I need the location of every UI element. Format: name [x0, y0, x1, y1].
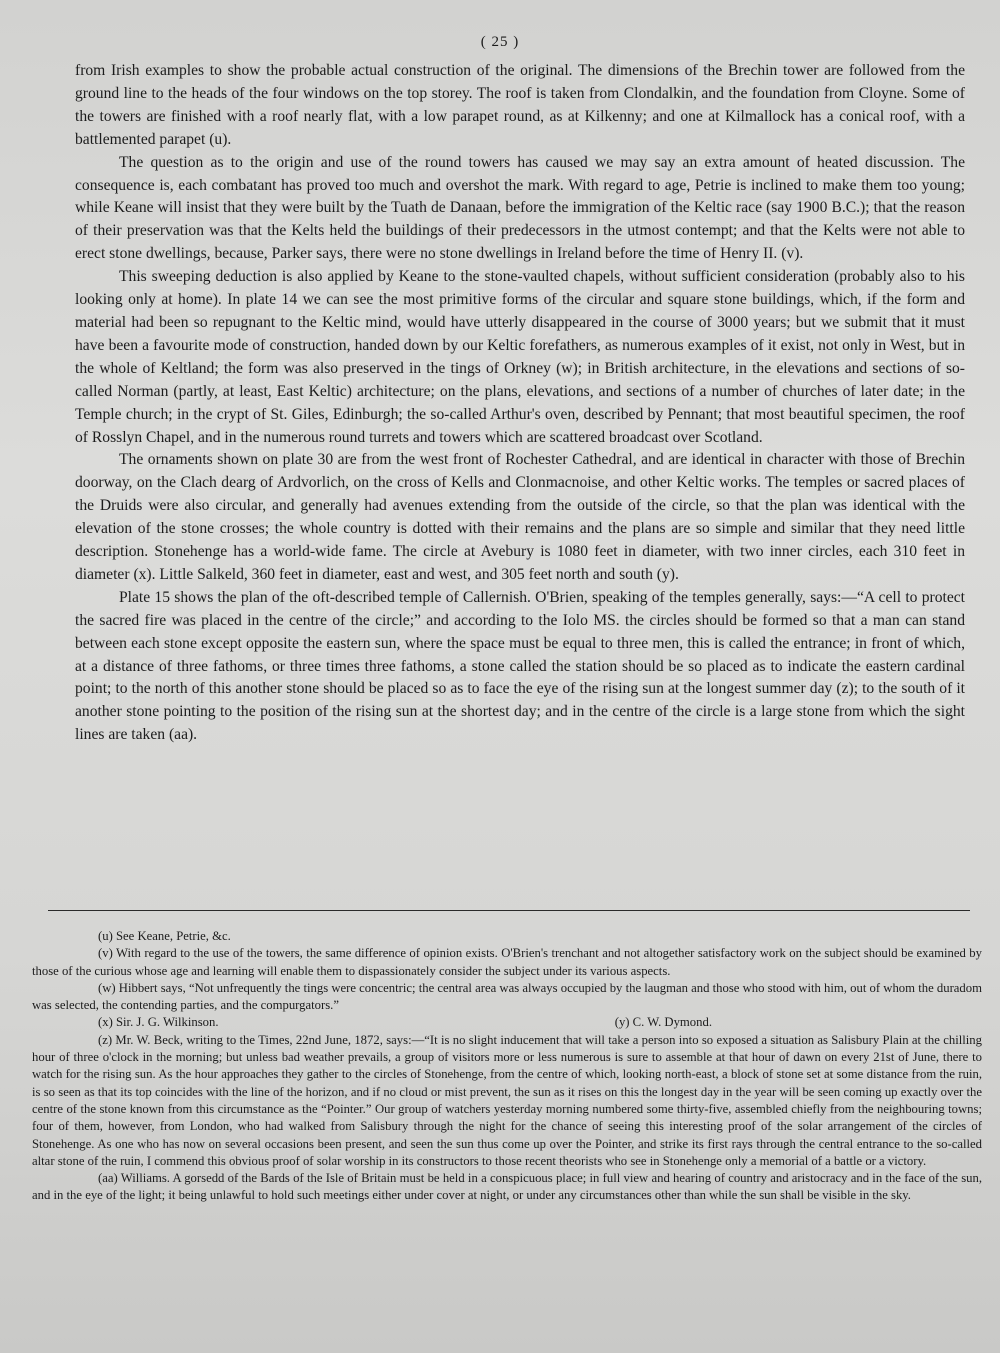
footnote-v: (v) With regard to the use of the towers, the same difference of opinion exists. O'Brien's trenchant and not altogether satisfactory work on the subject should be examined by those of the curious whose age and learning will enable them to dispassionately consider the subject under its various aspects.	[32, 946, 982, 978]
footnote-z: (z) Mr. W. Beck, writing to the Times, 22nd June, 1872, says:—“It is no slight inducement that will take a person into so exposed a situation as Salisbury Plain at the chilling hour of three o'clock in the morning; but unless bad weather prevails, a group of visitors more or less numerous is sure to assemble at that hour of dawn on every 21st of June, there to watch for the rising sun. As the hour approaches they gather to the circles of Stonehenge, from the centre of which, looking north-east, a block of stone set at some distance from the ruin, is so seen as that its top coincides with the line of the horizon, and if no cloud or mist prevent, the sun as it rises on this the longest day in the year will be seen coming up exactly over the centre of the stone known from this circumstance as the “Pointer.” Our group of watchers yesterday morning numbered some thirty-five, assembled chiefly from the neighbouring towns; four of them, however, from London, who had walked from Salisbury through the night for the chance of seeing this interesting proof of the solar arrangement of the circles of Stonehenge. As one who has now on several occasions been present, and seen the sun thus come up over the Pointer, and strike its first rays through the central entrance to the so-called altar stone of the ruin, I commend this obvious proof of solar worship in its constructors to those recent theorists who see in Stonehenge only a memorial of a battle or a victory.	[32, 1032, 982, 1168]
footnote-w: (w) Hibbert says, “Not unfrequently the tings were concentric; the central area was always occupied by the laugman and those who stood with him, out of whom the duradom was selected, the contending parties, and the compurgators.”	[32, 980, 982, 1013]
footnote-u: (u) See Keane, Petrie, &c.	[98, 929, 231, 943]
paragraph-2: The question as to the origin and use of the round towers has caused we may say an extra amount of heated discussion. The consequence is, each combatant has proved too much and overshot the mark. With regard to age, Petrie is inclined to make them too young; while Keane will insist that they were built by the Tuath de Danaan, before the immigration of the Keltic race (say 1900 B.C.); that the reason of their preservation was that the Kelts held the buildings of their predecessors in the utmost contempt; and that the Kelts were not able to erect stone dwellings, because, Parker says, there were no stone dwellings in Ireland before the time of Henry II. (v).	[75, 153, 965, 263]
footnote-x: (x) Sir. J. G. Wilkinson.	[98, 1015, 219, 1030]
paragraph-5: Plate 15 shows the plan of the oft-described temple of Callernish. O'Brien, speaking of the temples generally, says:—“A cell to protect the sacred fire was placed in the centre of the circle;” and according to the Iolo MS. the circles should be formed so that a man can stand between each stone except opposite the eastern sun, where the space must be equal to three men, this is called the entrance; in front of which, at a distance of three fathoms, or three times three fathoms, a stone called the station should be so placed as to indicate the eastern cardinal point; to the north of this another stone should be placed so as to face the eye of the rising sun at the longest summer day (z); to the south of it another stone pointing to the position of the rising sun at the shortest day; and in the centre of the circle is a large stone from which the sight lines are taken (aa).	[75, 588, 965, 744]
footnote-divider	[48, 910, 970, 911]
paragraph-3: This sweeping deduction is also applied by Keane to the stone-vaulted chapels, without sufficient consideration (probably also to his looking only at home). In plate 14 we can see the most primitive forms of the circular and square stone buildings, which, if the form and material had been so repugnant to the Keltic mind, would have utterly disappeared in the course of 3000 years; but we submit that it must have been a favourite mode of construction, handed down by our Keltic forefathers, as numerous examples of it exist, not only in West, but in the whole of Keltland; the form was also preserved in the tings of Orkney (w); in British architecture, in the elevations and sections of so-called Norman (partly, at least, East Keltic) architecture; on the plans, elevations, and sections of a number of churches of later date; in the Temple church; in the crypt of St. Giles, Edinburgh; the so-called Arthur's oven, described by Pennant; that most beautiful specimen, the roof of Rosslyn Chapel, and in the numerous round turrets and towers which are scattered broadcast over Scotland.	[75, 268, 965, 446]
footnote-aa: (aa) Williams. A gorsedd of the Bards of the Isle of Britain must be held in a conspicuous place; in full view and hearing of country and aristocracy and in the face of the sun, and in the eye of the light; it being unlawful to hold such meetings either under cover at night, or under any circumstances other than while the sun shall be visible in the sky.	[32, 1171, 982, 1203]
page-number: ( 25 )	[480, 34, 520, 50]
footnotes	[32, 928, 982, 1205]
footnote-row-x-y	[32, 1014, 982, 1031]
main-text	[75, 60, 965, 747]
paragraph-1: from Irish examples to show the probable actual construction of the original. The dimensions of the Brechin tower are followed from the ground line to the heads of the four windows on the top storey. The roof is taken from Clondalkin, and the foundation from Cloyne. Some of the towers are finished with a roof nearly flat, with a low parapet round, as at Kilkenny; and one at Kilmallock has a conical roof, with a battlemented parapet (u).	[75, 62, 965, 148]
footnote-y: (y) C. W. Dymond.	[614, 1015, 712, 1030]
paragraph-4: The ornaments shown on plate 30 are from the west front of Rochester Cathedral, and are identical in character with those of Brechin doorway, on the Clach dearg of Ardvorlich, on the cross of Kells and Clonmacnoise, and other Keltic works. The temples or sacred places of the Druids were also circular, and generally had avenues extending from the outside of the circle, so that the plan was identical with the elevation of the stone crosses; the whole country is dotted with their remains and the plans are so simple and similar that they need little description. Stonehenge has a world-wide fame. The circle at Avebury is 1080 feet in diameter, with two inner circles, each 310 feet in diameter (x). Little Salkeld, 360 feet in diameter, east and west, and 305 feet north and south (y).	[75, 451, 965, 583]
